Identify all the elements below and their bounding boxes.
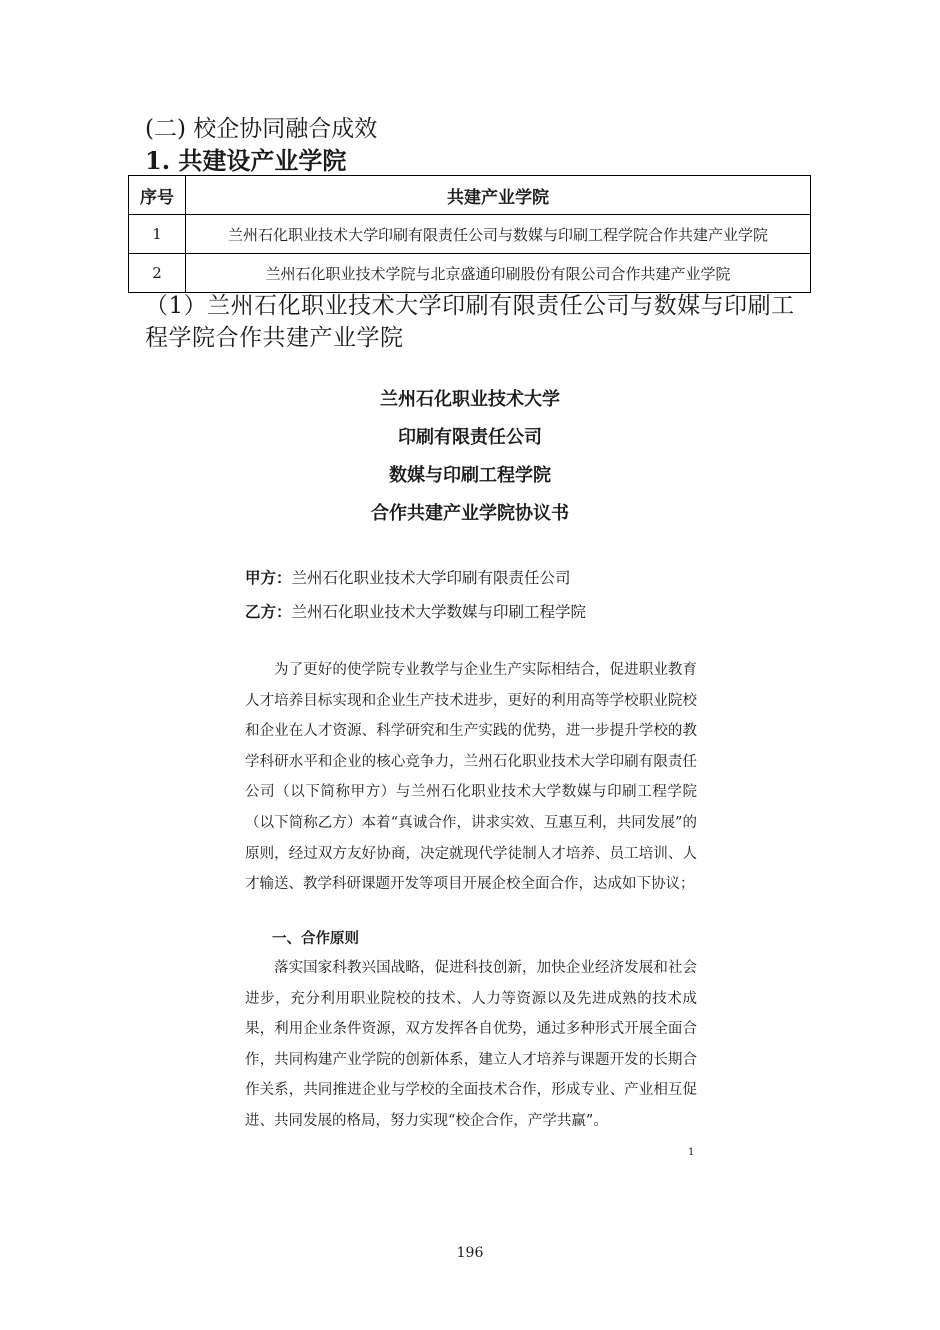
party-b-label: 乙方： [245, 602, 292, 621]
party-b [245, 601, 586, 623]
table-cell-index: 1 [129, 215, 186, 254]
item-heading: （1）兰州石化职业技术大学印刷有限责任公司与数媒与印刷工程学院合作共建产业学院 [145, 293, 795, 351]
party-a-label: 甲方： [245, 568, 292, 587]
section-title: (二) 校企协同融合成效 [145, 116, 378, 142]
industry-college-table [128, 175, 811, 293]
agreement-intro-paragraph: 为了更好的使学院专业教学与企业生产实际相结合，促进职业教育人才培养目标实现和企业生产技术进步，更好的利用高等学校职业院校和企业在人才资源、科学研究和生产实践的优势，进一步提升学校的教学科研水平和企业的核心竞争力，兰州石化职业技术大学印刷有限责任公司（以下简称甲方）与兰州石化职业技术大学数媒与印刷工程学院（以下简称乙方）本着“真诚合作，讲求实效、互惠互利，共同发展”的原则，经过双方友好协商，决定就现代学徒制人才培养、员工培训、人才输送、教学科研课题开发等项目开展企校全面合作，达成如下协议； [245, 662, 697, 893]
party-b-name: 兰州石化职业技术大学数媒与印刷工程学院 [291, 603, 587, 621]
table-row [129, 254, 811, 293]
agreement-title-line-2: 印刷有限责任公司 [398, 427, 542, 448]
table-cell-college: 兰州石化职业技术学院与北京盛通印刷股份有限公司合作共建产业学院 [186, 254, 811, 293]
party-a [245, 567, 571, 589]
page-number: 196 [456, 1245, 484, 1261]
table-header-row [129, 176, 811, 215]
table-cell-index: 2 [129, 254, 186, 293]
column-header-index: 序号 [129, 176, 186, 215]
agreement-title-line-1: 兰州石化职业技术大学 [380, 389, 560, 410]
table-cell-college: 兰州石化职业技术大学印刷有限责任公司与数媒与印刷工程学院合作共建产业学院 [186, 215, 811, 254]
inner-page-number: 1 [688, 1147, 695, 1158]
clause-1-heading: 一、合作原则 [272, 930, 359, 947]
clause-1-paragraph: 落实国家科教兴国战略，促进科技创新，加快企业经济发展和社会进步，充分利用职业院校的技术、人力等资源以及先进成熟的技术成果，利用企业条件资源，双方发挥各自优势，通过多种形式开展全面合作，共同构建产业学院的创新体系，建立人才培养与课题开发的长期合作关系，共同推进企业与学校的全面技术合作，形成专业、产业相互促进、共同发展的格局，努力实现“校企合作，产学共赢”。 [245, 960, 697, 1129]
agreement-title-line-4: 合作共建产业学院协议书 [371, 503, 569, 524]
party-a-name: 兰州石化职业技术大学印刷有限责任公司 [291, 569, 571, 587]
agreement-title-line-3: 数媒与印刷工程学院 [389, 465, 551, 486]
subsection-title: 1. 共建设产业学院 [145, 146, 347, 175]
column-header-college: 共建产业学院 [186, 176, 811, 215]
table-row [129, 215, 811, 254]
